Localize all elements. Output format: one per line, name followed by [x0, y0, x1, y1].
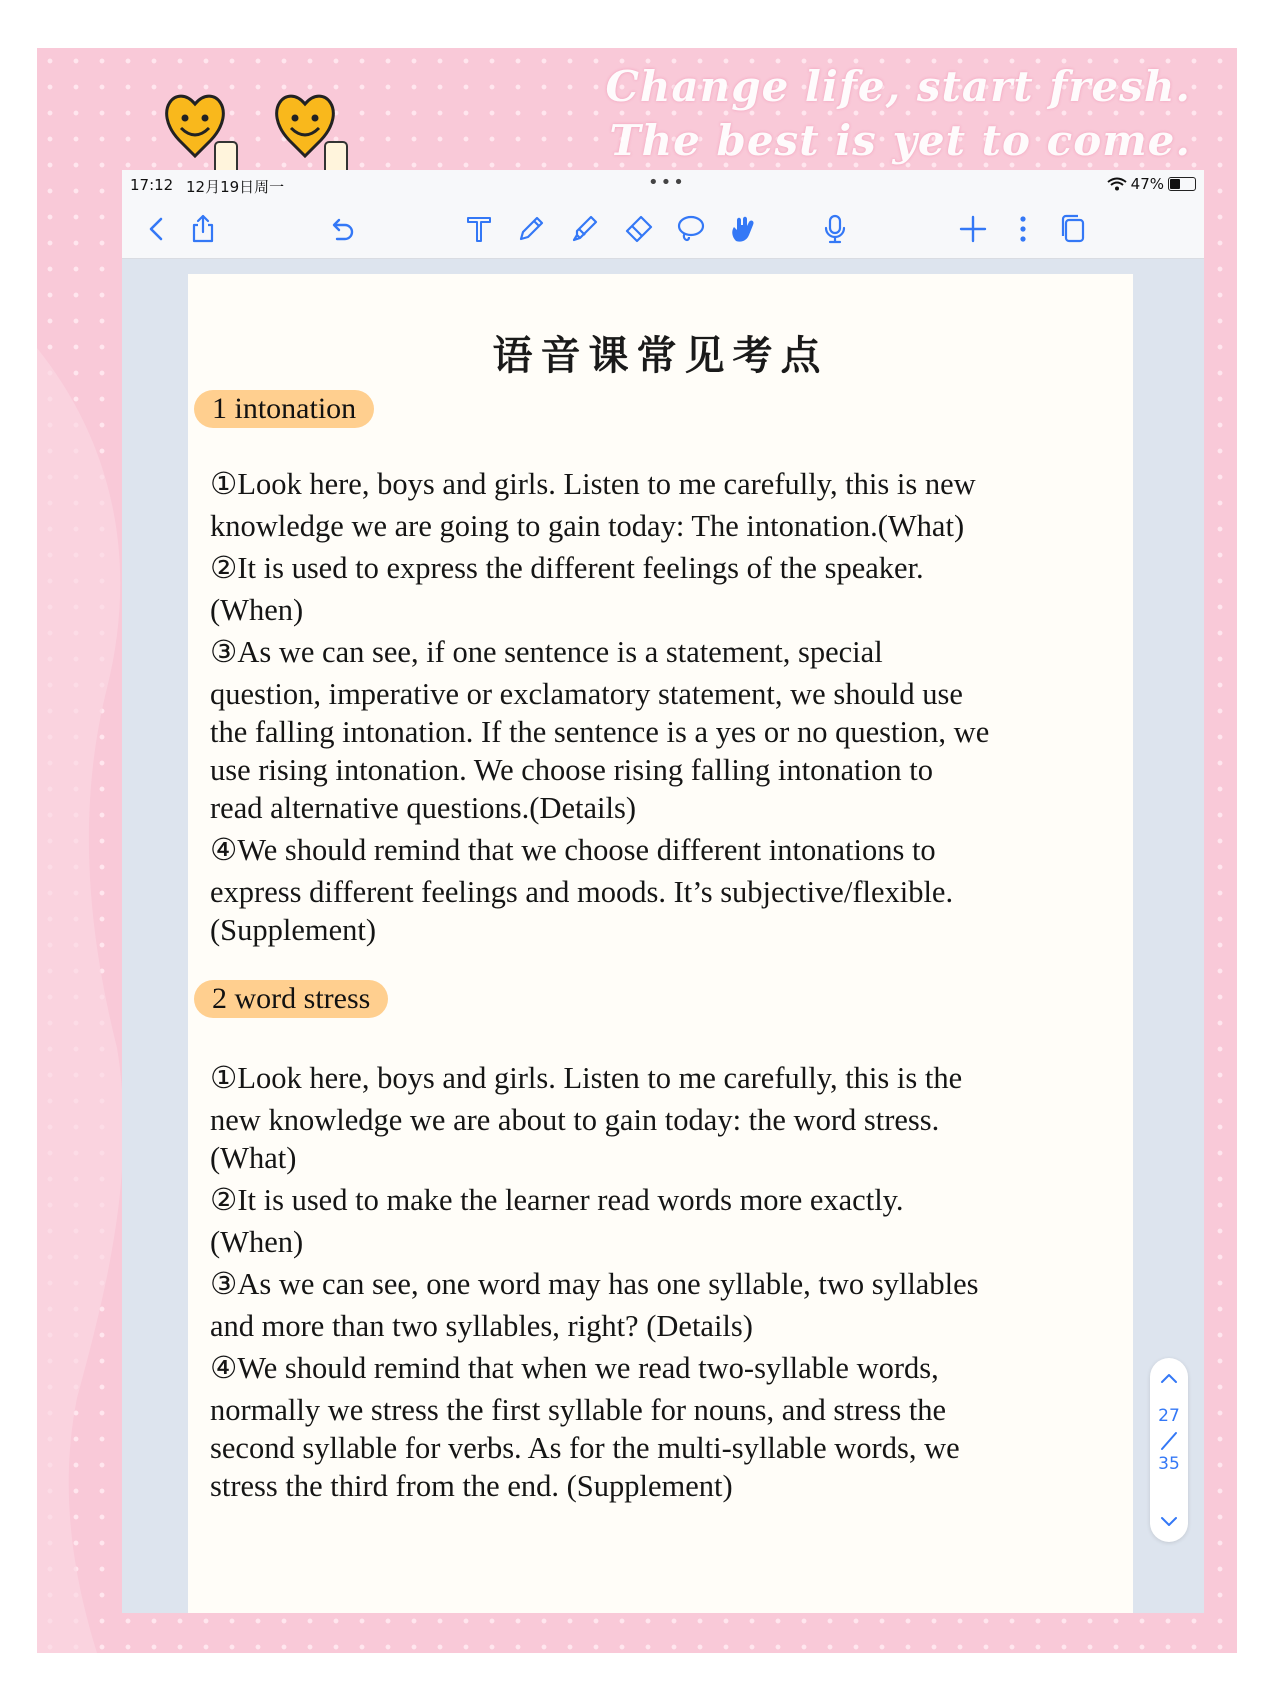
lasso-icon	[675, 213, 707, 245]
more-icon	[1007, 213, 1039, 245]
text-line: knowledge we are going to gain today: The intonation.(What)	[210, 509, 965, 543]
pen-icon	[515, 213, 547, 245]
total-page-count: 35	[1158, 1454, 1180, 1474]
wifi-icon	[1107, 177, 1127, 191]
section-body-intonation	[210, 464, 1110, 950]
document-title: 语音课常见考点	[492, 333, 829, 379]
text-tool-icon	[463, 213, 495, 245]
text-line: (When)	[210, 1225, 304, 1259]
pen-tool-button[interactable]	[514, 212, 548, 246]
microphone-button[interactable]	[818, 212, 852, 246]
text-tool-button[interactable]	[462, 212, 496, 246]
eraser-icon	[623, 213, 655, 245]
add-button[interactable]	[956, 212, 990, 246]
text-line: ④We should remind that we choose different intonations to	[210, 833, 936, 867]
battery-fill	[1170, 179, 1180, 189]
current-page-number: 27	[1158, 1406, 1180, 1426]
text-line: second syllable for verbs. As for the multi-syllable words, we	[210, 1431, 960, 1465]
text-line: ①Look here, boys and girls. Listen to me carefully, this is the	[210, 1061, 963, 1095]
text-line: ②It is used to make the learner read words more exactly.	[210, 1183, 904, 1217]
battery-icon	[1168, 177, 1196, 191]
battery-percent: 47%	[1130, 175, 1164, 193]
status-time: 17:12	[130, 176, 174, 194]
text-line: ②It is used to express the different feelings of the speaker.	[210, 551, 924, 585]
text-line: express different feelings and moods. It’s subjective/flexible.	[210, 875, 954, 909]
status-right-group	[1107, 175, 1196, 193]
pages-icon	[1057, 213, 1089, 245]
page-navigator	[1150, 1358, 1188, 1542]
note-page[interactable]	[188, 274, 1133, 1613]
status-bar	[122, 170, 1204, 200]
text-line: read alternative questions.(Details)	[210, 791, 636, 825]
text-line: ③As we can see, if one sentence is a statement, special	[210, 635, 883, 669]
add-icon	[957, 213, 989, 245]
text-line: (What)	[210, 1141, 297, 1175]
undo-icon	[325, 213, 357, 245]
text-line: question, imperative or exclamatory statement, we should use	[210, 677, 963, 711]
back-button[interactable]	[140, 212, 174, 246]
share-icon	[187, 213, 219, 245]
toolbar	[122, 200, 1204, 259]
slogan-line-2: The best is yet to come.	[609, 116, 1191, 165]
section-heading-word-stress: 2 word stress	[194, 980, 388, 1018]
status-date: 12月19日周一	[186, 178, 285, 196]
page-separator-slash	[1159, 1430, 1179, 1452]
text-line: ①Look here, boys and girls. Listen to me carefully, this is new	[210, 467, 976, 501]
undo-button[interactable]	[324, 212, 358, 246]
highlighter-icon	[569, 213, 601, 245]
lasso-tool-button[interactable]	[674, 212, 708, 246]
text-line: new knowledge we are about to gain today: the word stress.	[210, 1103, 940, 1137]
back-icon	[141, 213, 173, 245]
section-heading-intonation: 1 intonation	[194, 390, 374, 428]
microphone-icon	[819, 213, 851, 245]
text-line: and more than two syllables, right? (Details)	[210, 1309, 753, 1343]
text-line: the falling intonation. If the sentence is a yes or no question, we	[210, 715, 990, 749]
text-line: (When)	[210, 593, 304, 627]
pages-button[interactable]	[1056, 212, 1090, 246]
eraser-tool-button[interactable]	[622, 212, 656, 246]
section-body-word-stress	[210, 1058, 1110, 1506]
more-button[interactable]	[1006, 212, 1040, 246]
text-line: ④We should remind that when we read two-syllable words,	[210, 1351, 939, 1385]
page-separator	[1159, 1430, 1179, 1457]
smiley-mascots-sticker	[157, 82, 387, 182]
page-down-chevron-icon[interactable]	[1158, 1510, 1180, 1532]
page-up-chevron-icon[interactable]	[1158, 1368, 1180, 1390]
slogan	[606, 60, 1192, 168]
ipad-screen	[122, 170, 1204, 1613]
text-line: ③As we can see, one word may has one syllable, two syllables	[210, 1267, 979, 1301]
share-button[interactable]	[186, 212, 220, 246]
multitasking-dots-icon[interactable]: •••	[648, 172, 686, 193]
text-line: use rising intonation. We choose rising falling intonation to	[210, 753, 933, 787]
text-line: normally we stress the first syllable for nouns, and stress the	[210, 1393, 947, 1427]
highlighter-tool-button[interactable]	[568, 212, 602, 246]
hand-touch-tool-button[interactable]	[726, 212, 760, 246]
text-line: stress the third from the end. (Supplement)	[210, 1469, 733, 1503]
slogan-line-1: Change life, start fresh.	[605, 62, 1191, 111]
text-line: (Supplement)	[210, 913, 377, 947]
hand-touch-icon	[727, 213, 759, 245]
